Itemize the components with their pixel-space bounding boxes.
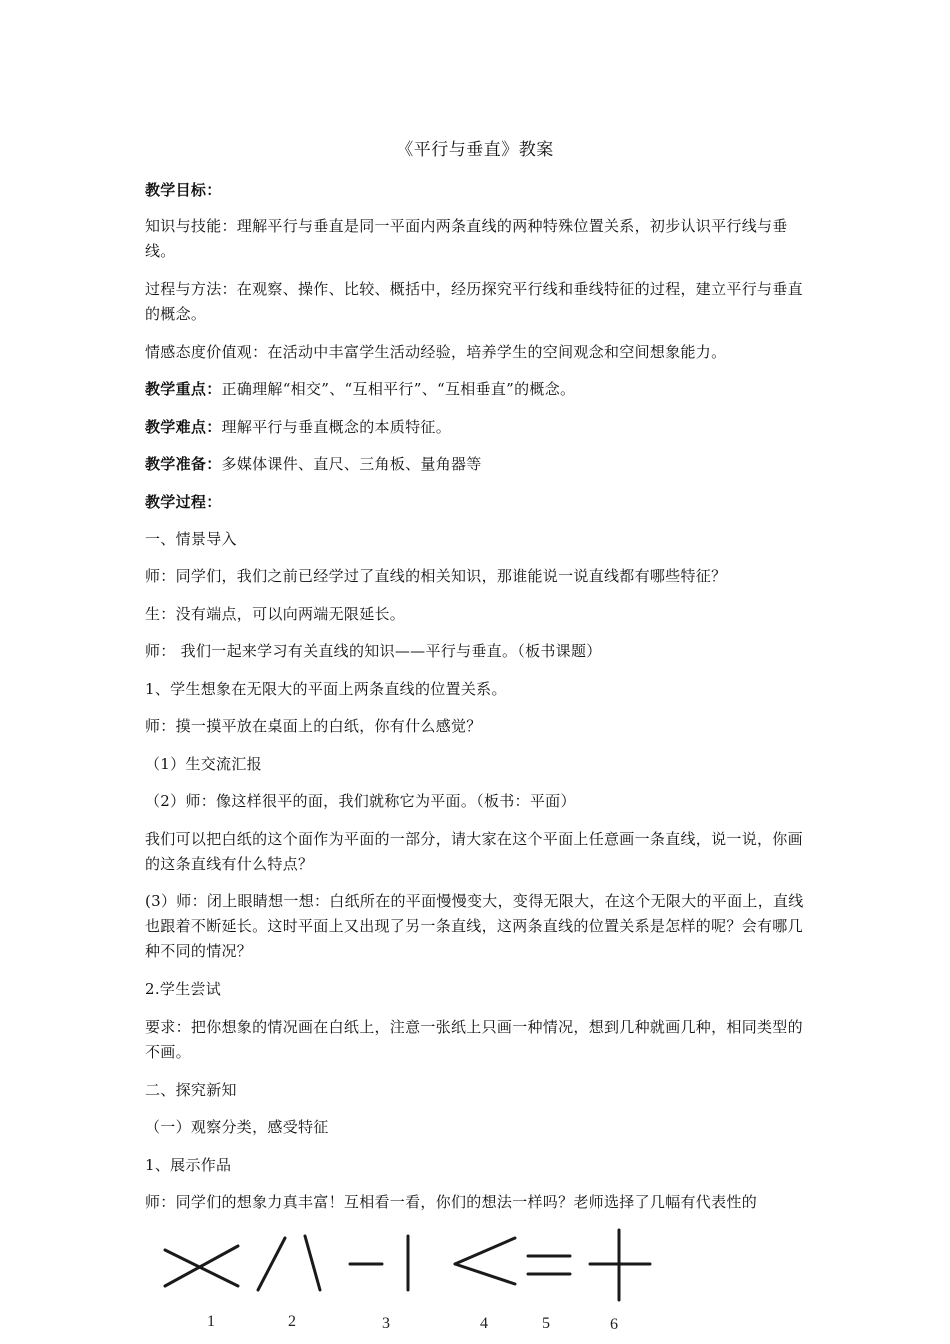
paragraph: 师：同学们，我们之前已经学过了直线的相关知识，那谁能说一说直线都有哪些特征？ xyxy=(145,567,727,585)
paragraph: 2.学生尝试 xyxy=(145,980,222,998)
process-heading: 教学过程： xyxy=(145,493,222,511)
paragraph: 我们可以把白纸的这个面作为平面的一部分，请大家在这个平面上任意画一条直线，说一说，你画的这条直线有什么特点？ xyxy=(145,830,803,873)
paragraph: 1、学生想象在无限大的平面上两条直线的位置关系。 xyxy=(145,680,507,698)
difficult-point-label: 教学难点： xyxy=(145,418,222,436)
figure-label-2: 2 xyxy=(288,1313,296,1330)
figure-4-line-a xyxy=(455,1238,515,1264)
paragraph: （一）观察分类，感受特征 xyxy=(145,1118,329,1136)
figure-label-6: 6 xyxy=(610,1316,618,1333)
objectives-heading: 教学目标： xyxy=(145,181,222,199)
page-title: 《平行与垂直》教案 xyxy=(396,140,554,160)
paragraph: 生：没有端点，可以向两端无限延长。 xyxy=(145,605,406,623)
paragraph: (3）师：闭上眼睛想一想：白纸所在的平面慢慢变大，变得无限大，在这个无限大的平面上，直线也跟着不断延长。这时平面上又出现了另一条直线，这两条直线的位置关系是怎样的呢？会有哪几种不同的情况？ xyxy=(145,892,804,960)
figure-2-line-b xyxy=(305,1236,320,1290)
key-point-label: 教学重点： xyxy=(145,380,222,398)
preparation-text: 多媒体课件、直尺、三角板、量角器等 xyxy=(221,455,482,473)
paragraph: 师：同学们的想象力真丰富！互相看一看，你们的想法一样吗？老师选择了几幅有代表性的 xyxy=(145,1193,758,1211)
paragraph: 要求：把你想象的情况画在白纸上，注意一张纸上只画一种情况，想到几种就画几种，相同类型的不画。 xyxy=(145,1018,803,1061)
objective-knowledge: 知识与技能：理解平行与垂直是同一平面内两条直线的两种特殊位置关系，初步认识平行线与垂线。 xyxy=(145,217,788,260)
figure-2-line-a xyxy=(258,1238,285,1290)
difficult-point-text: 理解平行与垂直概念的本质特征。 xyxy=(221,418,452,436)
key-point-text: 正确理解“相交”、“互相平行”、“互相垂直”的概念。 xyxy=(221,380,576,398)
objective-emotion: 情感态度价值观：在活动中丰富学生活动经验，培养学生的空间观念和空间想象能力。 xyxy=(145,343,727,361)
objective-process: 过程与方法：在观察、操作、比较、概括中，经历探究平行线和垂线特征的过程，建立平行与垂直的概念。 xyxy=(145,280,803,323)
paragraph: 师： 我们一起来学习有关直线的知识——平行与垂直。（板书课题） xyxy=(145,642,602,660)
paragraph: （1）生交流汇报 xyxy=(145,755,262,773)
section-explore-heading: 二、探究新知 xyxy=(145,1081,237,1099)
line-positions-figure xyxy=(150,1228,670,1338)
preparation xyxy=(145,452,815,477)
key-point xyxy=(145,377,815,402)
figure-label-1: 1 xyxy=(207,1313,215,1330)
difficult-point xyxy=(145,415,815,440)
paragraph: 1、展示作品 xyxy=(145,1156,232,1174)
figure-label-4: 4 xyxy=(480,1315,488,1332)
figure-4-line-b xyxy=(455,1264,515,1284)
section-intro-heading: 一、情景导入 xyxy=(145,530,237,548)
paragraph: 师：摸一摸平放在桌面上的白纸，你有什么感觉？ xyxy=(145,717,482,735)
preparation-label: 教学准备： xyxy=(145,455,222,473)
figure-label-3: 3 xyxy=(382,1315,390,1332)
figure-label-5: 5 xyxy=(542,1315,550,1332)
paragraph: （2）师：像这样很平的面，我们就称它为平面。（板书：平面） xyxy=(145,792,576,810)
